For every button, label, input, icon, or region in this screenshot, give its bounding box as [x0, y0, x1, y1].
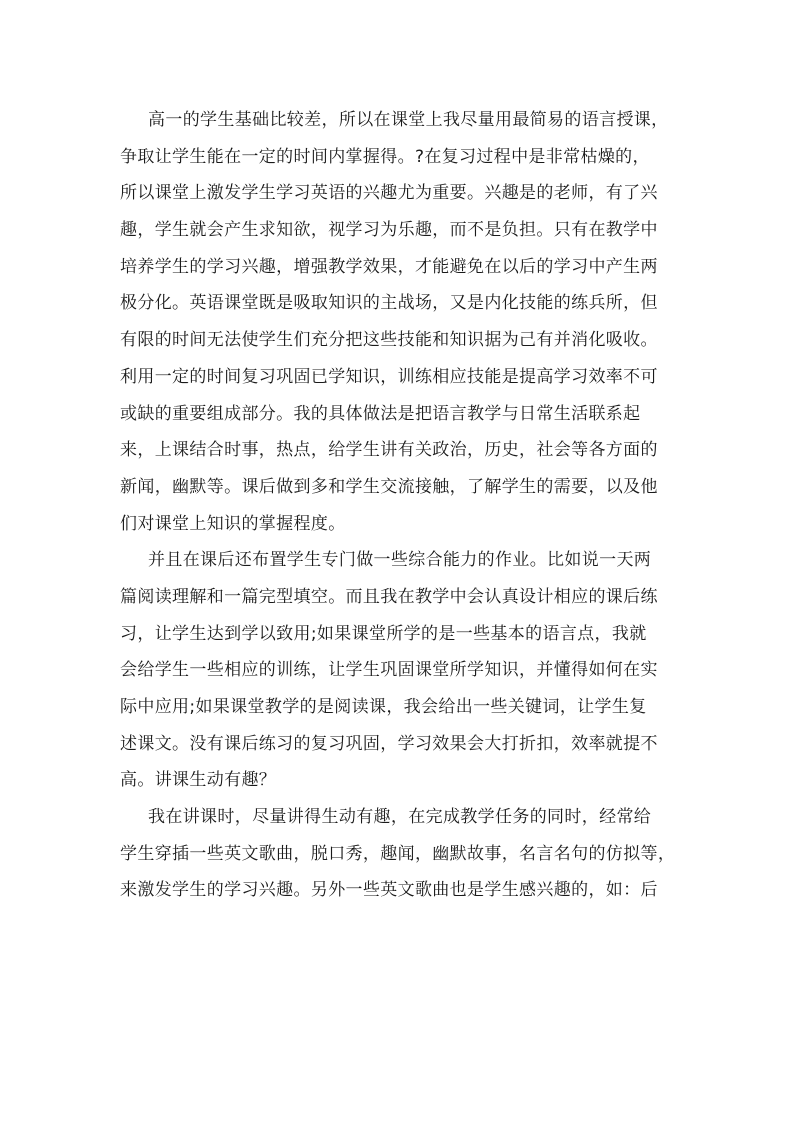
- text-line: 习，让学生达到学以致用;如果课堂所学的是一些基本的语言点，我就: [120, 623, 647, 644]
- text-line: 所以课堂上激发学生学习英语的兴趣尤为重要。兴趣是的老师，有了兴: [120, 183, 658, 204]
- text-line: 培养学生的学习兴趣，增强教学效果，才能避免在以后的学习中产生两: [120, 256, 658, 277]
- text-line: 利用一定的时间复习巩固已学知识，训练相应技能是提高学习效率不可: [120, 366, 658, 387]
- text-line: 来，上课结合时事，热点，给学生讲有关政治，历史，社会等各方面的: [120, 440, 658, 461]
- text-line: 争取让学生能在一定的时间内掌握得。?在复习过程中是非常枯燥的，: [120, 146, 650, 167]
- text-line: 篇阅读理解和一篇完型填空。而且我在教学中会认真设计相应的课后练: [120, 586, 658, 607]
- text-line: 或缺的重要组成部分。我的具体做法是把语言教学与日常生活联系起: [120, 403, 641, 424]
- text-line: 高一的学生基础比较差，所以在课堂上我尽量用最简易的语言授课，: [148, 110, 669, 130]
- text-line: 我在讲课时，尽量讲得生动有趣，在完成教学任务的同时，经常给: [148, 807, 652, 828]
- text-line: 并且在课后还布置学生专门做一些综合能力的作业。比如说一天两: [148, 550, 652, 571]
- text-line: 新闻，幽默等。课后做到多和学生交流接触，了解学生的需要，以及他: [120, 476, 658, 497]
- text-line: 学生穿插一些英文歌曲，脱口秀，趣闻，幽默故事，名言名句的仿拟等，: [120, 843, 676, 864]
- text-line: 来激发学生的学习兴趣。另外一些英文歌曲也是学生感兴趣的，如：后: [120, 880, 658, 901]
- paragraph-1: [120, 102, 680, 542]
- text-line: 高。讲课生动有趣？: [120, 770, 277, 791]
- paragraph-3: [120, 799, 680, 909]
- text-line: 有限的时间无法使学生们充分把这些技能和知识据为己有并消化吸收。: [120, 330, 658, 351]
- text-line: 极分化。英语课堂既是吸取知识的主战场，又是内化技能的练兵所，但: [120, 293, 658, 314]
- text-line: 会给学生一些相应的训练，让学生巩固课堂所学知识，并懂得如何在实: [120, 660, 658, 681]
- text-line: 述课文。没有课后练习的复习巩固，学习效果会大打折扣，效率就提不: [120, 733, 658, 754]
- paragraph-2: [120, 542, 680, 799]
- text-line: 趣，学生就会产生求知欲，视学习为乐趣，而不是负担。只有在教学中: [120, 220, 658, 241]
- text-line: 际中应用;如果课堂教学的是阅读课，我会给出一些关键词，让学生复: [120, 697, 647, 717]
- document-body: [120, 102, 680, 909]
- text-line: 们对课堂上知识的掌握程度。: [120, 513, 346, 534]
